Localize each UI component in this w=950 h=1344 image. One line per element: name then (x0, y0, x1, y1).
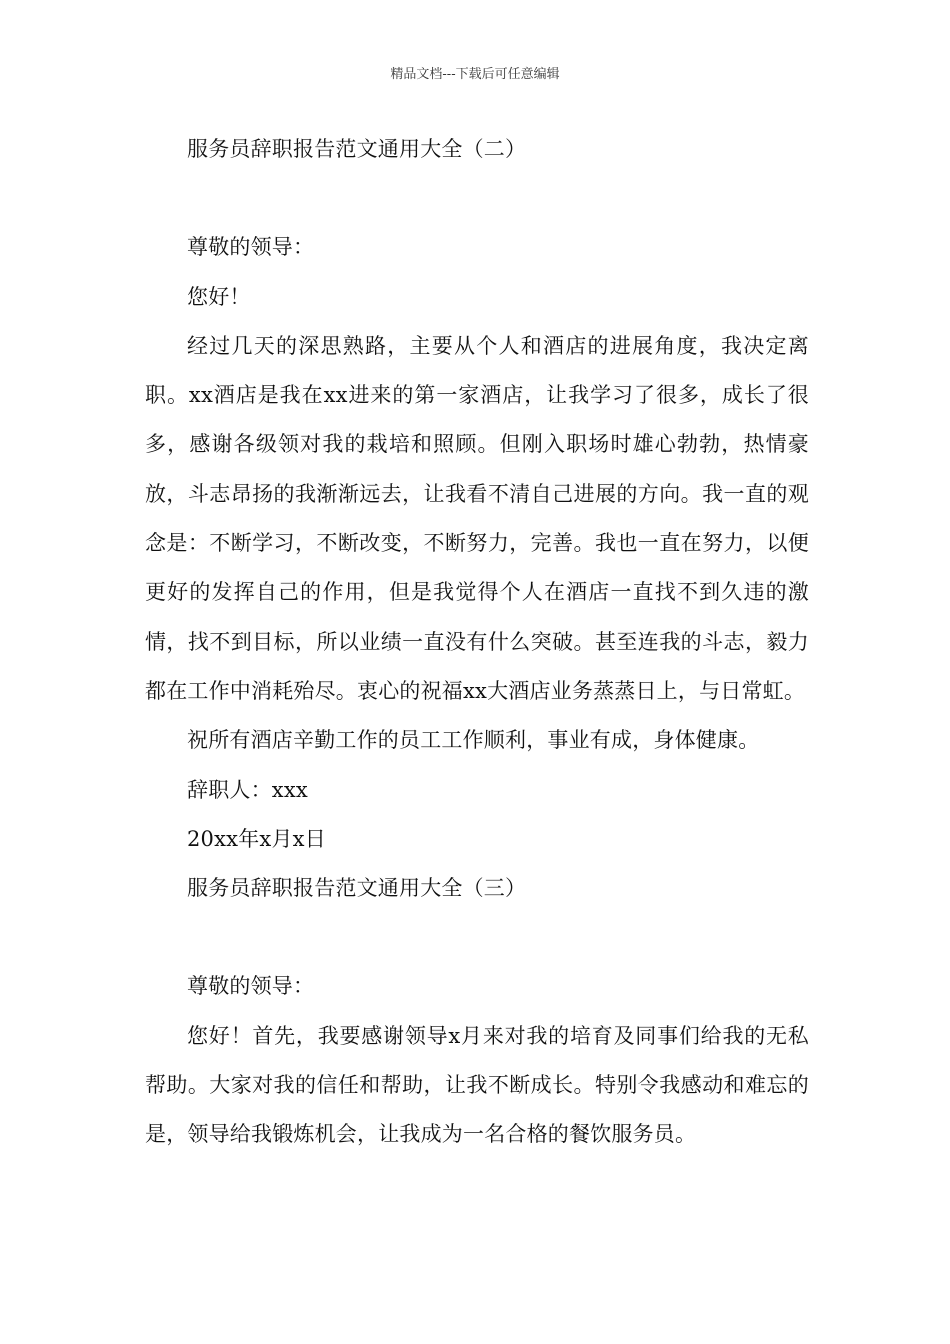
salutation: 尊敬的领导： (187, 974, 315, 999)
body-paragraph: 您好！首先，我要感谢领导x月来对我的培育及同事们给我的无私帮助。大家对我的信任和帮助，让我不断成长。特别令我感动和难忘的是，领导给我锻炼机会，让我成为一名合格的餐饮服务员。 (145, 1023, 809, 1147)
document-body (145, 125, 809, 1160)
closing-wish: 祝所有酒店辛勤工作的员工工作顺利，事业有成，身体健康。 (187, 728, 760, 753)
blank-line (145, 174, 809, 223)
signature-line: 辞职人：xxx (187, 777, 308, 802)
salutation: 尊敬的领导： (187, 235, 315, 260)
page-header: 精品文档---下载后可任意编辑 (390, 67, 560, 82)
date-line: 20xx年x月x日 (187, 826, 326, 851)
greeting: 您好！ (187, 284, 251, 309)
blank-line (145, 913, 809, 962)
section-title-2: 服务员辞职报告范文通用大全（二） (187, 137, 527, 161)
body-paragraph: 经过几天的深思熟路，主要从个人和酒店的进展角度，我决定离职。xx酒店是我在xx进来的第一家酒店，让我学习了很多，成长了很多，感谢各级领对我的栽培和照顾。但刚入职场时雄心勃勃，热情豪放，斗志昂扬的我渐渐远去，让我看不清自己进展的方向。我一直的观念是：不断学习，不断改变，不断努力，完善。我也一直在努力，以便更好的发挥自己的作用，但是我觉得个人在酒店一直找不到久违的激情，找不到目标，所以业绩一直没有什么突破。甚至连我的斗志，毅力都在工作中消耗殆尽。衷心的祝福xx大酒店业务蒸蒸日上，与日常虹。 (145, 333, 809, 703)
section-title-3: 服务员辞职报告范文通用大全（三） (187, 876, 527, 901)
